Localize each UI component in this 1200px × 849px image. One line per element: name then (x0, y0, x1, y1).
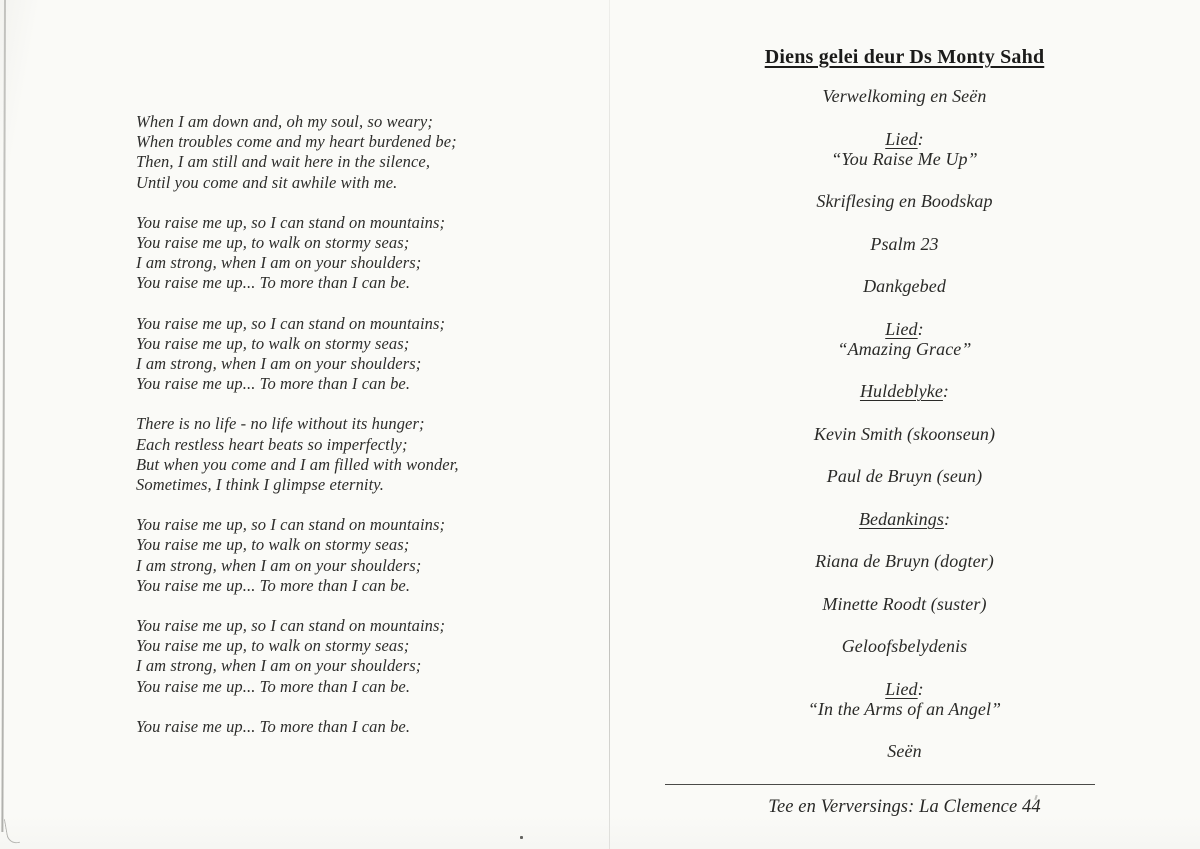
lyric-line: You raise me up... To more than I can be. (136, 374, 411, 394)
lyric-line: I am strong, when I am on your shoulders; (136, 656, 422, 676)
service-section-heading (609, 509, 1200, 529)
service-section-heading (609, 381, 1200, 401)
scan-speck (520, 836, 523, 839)
lyric-stanza (136, 717, 459, 737)
service-item: Minette Roodt (suster) (822, 593, 987, 614)
lyric-line: I am strong, when I am on your shoulders; (136, 354, 422, 374)
service-item: Riana de Bruyn (dogter) (815, 551, 994, 571)
song-label-colon: : (917, 128, 924, 149)
lyrics-page (136, 112, 459, 757)
section-heading-label: Bedankings (858, 508, 944, 529)
service-item: Kevin Smith (skoonseun) (813, 423, 996, 444)
scan-edge-line (1, 0, 5, 832)
lyric-line: You raise me up... To more than I can be. (136, 676, 411, 696)
lyric-line: When I am down and, oh my soul, so weary; (136, 112, 433, 131)
song-title: “You Raise Me Up” (831, 148, 978, 169)
lyric-stanza (136, 515, 459, 596)
service-item: Paul de Bruyn (seun) (826, 466, 983, 486)
service-song-item (609, 679, 1200, 719)
footer-note: Tee en Verversings: La Clemence 44 (768, 796, 1041, 817)
song-label-colon: : (917, 678, 924, 699)
lyric-line: You raise me up, so I can stand on mountains; (136, 616, 446, 636)
lyric-line: You raise me up, so I can stand on mountains; (136, 212, 446, 232)
lyric-stanza (136, 616, 459, 697)
song-label: Lied (885, 678, 918, 699)
service-item: Seën (887, 741, 922, 761)
lyric-line: Then, I am still and wait here in the silence, (136, 152, 431, 172)
lyric-stanza (136, 314, 459, 395)
service-item: Dankgebed (863, 276, 946, 296)
song-title: “In the Arms of an Angel” (807, 698, 1002, 719)
song-title: “Amazing Grace” (837, 338, 972, 359)
lyric-line: You raise me up... To more than I can be. (136, 575, 411, 595)
service-title: Diens gelei deur Ds Monty Sahd (764, 46, 1045, 68)
lyric-line: You raise me up... To more than I can be. (136, 273, 411, 293)
song-label: Lied (885, 318, 918, 339)
service-item: Psalm 23 (870, 233, 939, 254)
lyric-line: Until you come and sit awhile with me. (136, 172, 398, 192)
scan-edge-curl (4, 817, 20, 845)
lyric-line: You raise me up... To more than I can be. (136, 716, 411, 736)
lyric-line: Each restless heart beats so imperfectly; (136, 434, 408, 454)
service-item: Geloofsbelydenis (841, 636, 968, 656)
song-label-line (609, 679, 1200, 699)
lyric-line: You raise me up, to walk on stormy seas; (136, 233, 410, 253)
footer-divider (665, 784, 1095, 785)
lyric-stanza (136, 112, 459, 193)
service-song-item (609, 319, 1200, 359)
lyric-line: Sometimes, I think I glimpse eternity. (136, 475, 385, 495)
lyric-line: You raise me up, to walk on stormy seas; (136, 535, 410, 555)
lyric-stanza (136, 213, 459, 294)
song-label-line (609, 319, 1200, 339)
section-heading-colon: : (943, 508, 951, 529)
song-label-colon: : (917, 318, 924, 339)
song-label-line (609, 129, 1200, 149)
lyric-line: But when you come and I am filled with wonder, (136, 454, 459, 474)
service-item: Verwelkoming en Seën (822, 86, 987, 106)
lyric-line: You raise me up, to walk on stormy seas; (136, 636, 410, 656)
section-heading-label: Huldeblyke (859, 381, 943, 401)
section-heading-colon: : (942, 381, 950, 401)
lyric-stanza (136, 414, 459, 495)
order-of-service-page (609, 0, 1200, 817)
lyric-line: You raise me up, to walk on stormy seas; (136, 333, 410, 353)
lyric-line: You raise me up, so I can stand on mountains; (136, 313, 446, 333)
service-song-item (609, 129, 1200, 169)
lyric-line: I am strong, when I am on your shoulders; (136, 253, 422, 273)
lyric-line: There is no life - no life without its hunger; (136, 414, 425, 434)
song-label: Lied (885, 128, 918, 149)
lyric-line: When troubles come and my heart burdened be; (136, 132, 457, 152)
lyric-line: I am strong, when I am on your shoulders; (136, 555, 422, 575)
lyric-line: You raise me up, so I can stand on mountains; (136, 515, 446, 535)
service-item: Skriflesing en Boodskap (816, 191, 993, 211)
